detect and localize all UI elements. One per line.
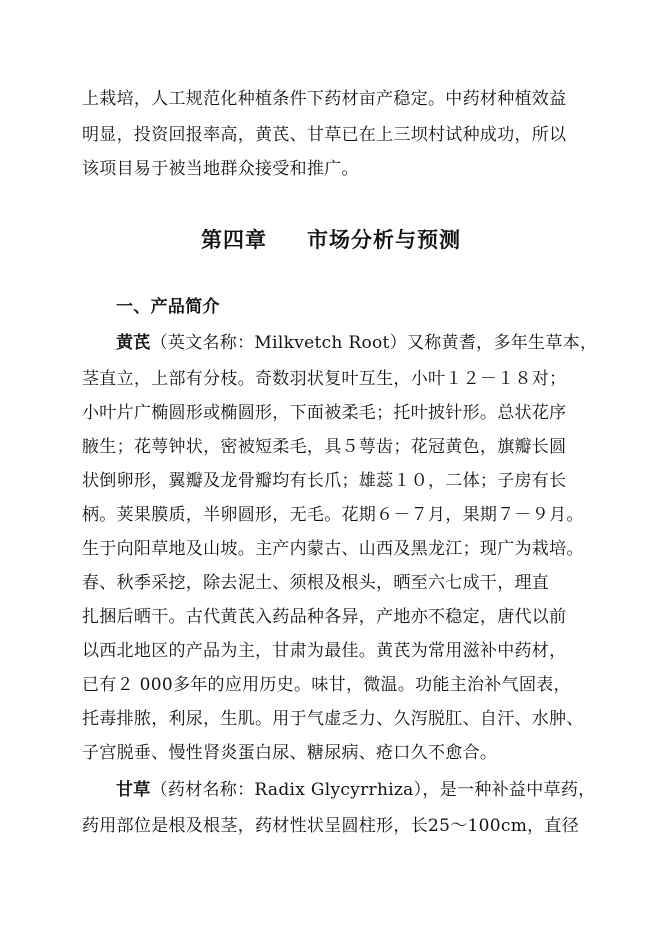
- section-heading: 一、产品简介: [116, 297, 220, 317]
- paragraph-line: 已有２ 000多年的应用历史。味甘，微温。功能主治补气固表，: [82, 675, 571, 695]
- term-gancao: 甘草: [116, 780, 151, 800]
- paragraph-line: 明显，投资回报率高，黄芪、甘草已在上三坝村试种成功，所以: [82, 125, 567, 145]
- paragraph-line: 状倒卵形，翼瓣及龙骨瓣均有长爪；雄蕊１０，二体；子房有长: [82, 471, 567, 491]
- paragraph-line: 腋生；花萼钟状，密被短柔毛，具５萼齿；花冠黄色，旗瓣长圆: [82, 437, 567, 457]
- paragraph-line: 子宫脱垂、慢性肾炎蛋白尿、糖尿病、疮口久不愈合。: [82, 743, 498, 763]
- paragraph-line: 该项目易于被当地群众接受和推广。: [82, 159, 359, 179]
- gancao-intro: （药材名称：Radix Glycyrrhiza），是一种补益中草药，: [150, 780, 596, 800]
- paragraph-line: 柄。荚果膜质，半卵圆形，无毛。花期６－７月，果期７－９月。: [82, 505, 584, 525]
- paragraph-line: 生于向阳草地及山坡。主产内蒙古、山西及黑龙江；现广为栽培。: [82, 539, 584, 559]
- paragraph-line: 茎直立，上部有分枝。奇数羽状复叶互生，小叶１２－１８对；: [82, 369, 567, 389]
- paragraph-line: 上栽培，人工规范化种植条件下药材亩产稳定。中药材种植效益: [82, 89, 567, 109]
- paragraph-line: 扎捆后晒干。古代黄芪入药品种各异，产地亦不稳定，唐代以前: [82, 607, 567, 627]
- paragraph-line: 托毒排脓，利尿，生肌。用于气虚乏力、久泻脱肛、自汗、水肿、: [82, 709, 584, 729]
- paragraph-line: 以西北地区的产品为主，甘肃为最佳。黄芪为常用滋补中药材，: [82, 641, 567, 661]
- paragraph-first-line: [116, 332, 597, 354]
- chapter-heading: [0, 226, 662, 254]
- term-huangqi: 黄芪: [116, 333, 151, 353]
- paragraph-line: 小叶片广椭圆形或椭圆形，下面被柔毛；托叶披针形。总状花序: [82, 403, 567, 423]
- chapter-title: 市场分析与预测: [307, 227, 461, 252]
- paragraph-line: 药用部位是根及根茎，药材性状呈圆柱形，长25～100cm，直径: [82, 816, 580, 836]
- chapter-number: 第四章: [201, 227, 267, 252]
- paragraph-first-line: [116, 779, 595, 801]
- huangqi-intro: （英文名称：Milkvetch Root）又称黄耆，多年生草本，: [150, 333, 598, 353]
- paragraph-line: 春、秋季采挖，除去泥土、须根及根头，晒至六七成干，理直: [82, 573, 550, 593]
